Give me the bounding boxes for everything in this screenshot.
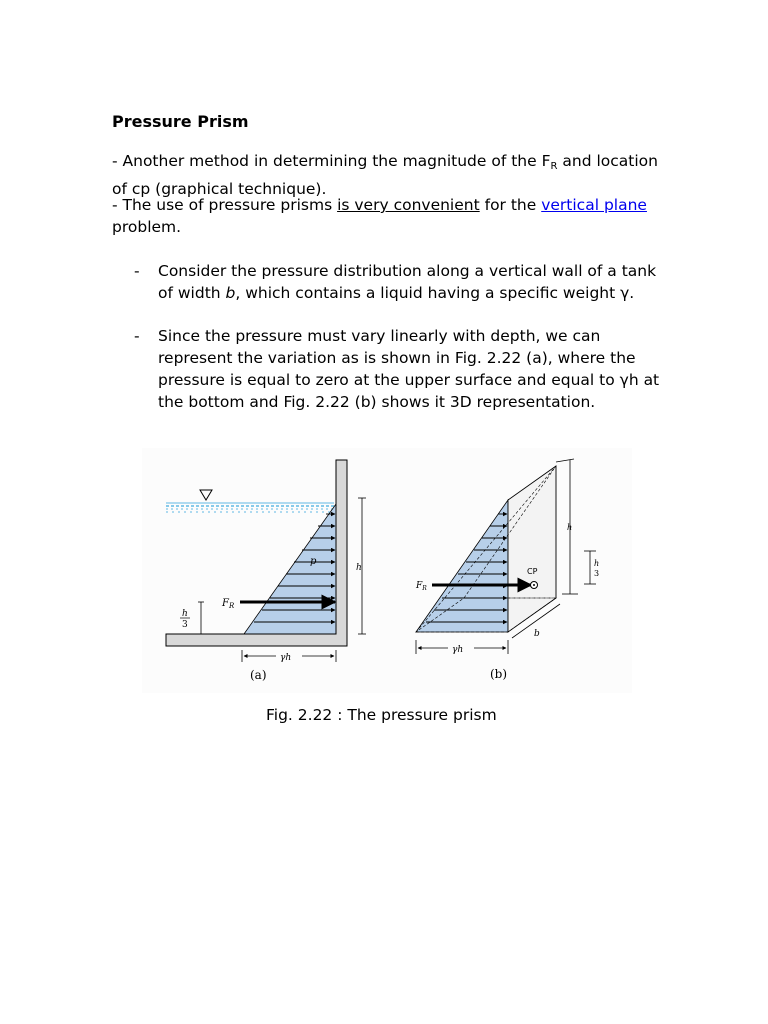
page-title: Pressure Prism: [112, 112, 249, 131]
figure-caption: Fig. 2.22 : The pressure prism: [266, 706, 497, 724]
bullet-text: [158, 260, 668, 304]
vertical-plane-link[interactable]: vertical plane: [541, 196, 647, 214]
underlined-phrase: is very convenient: [337, 196, 480, 214]
figure-a-label: (a): [250, 668, 267, 682]
prism-b-label: b: [534, 629, 540, 639]
prism-gamma-h-label: γh: [452, 645, 464, 655]
bullet-text: Since the pressure must vary linearly with depth, we can represent the variation as is shown in Fig. 2.22 (a), where the pressure is equal to zero at the upper surface and equal to γh at the bottom and Fig. 2.22 (b) shows it 3D representation.: [158, 327, 660, 411]
cp-label: CP: [527, 567, 538, 576]
h-third-den: 3: [182, 620, 188, 630]
paragraph-intro: [112, 150, 672, 200]
prism-h-label: h: [567, 523, 573, 532]
fr-subscript: R: [550, 161, 558, 172]
bullet-dash: -: [134, 327, 140, 345]
prism-h-third-num: h: [594, 559, 600, 568]
intro-text-b: and location of cp (graphical technique).: [112, 152, 658, 198]
width-symbol: b: [225, 284, 236, 302]
prism-h-third-den: 3: [594, 569, 600, 578]
bullet-1-text-b: , which contains a liquid having a specific weight γ.: [235, 284, 635, 302]
prism-fr-label: $F_R$: [416, 581, 427, 592]
fr-label: $F_R$: [222, 598, 235, 610]
h-label: h: [356, 563, 362, 573]
intro-text-a: - Another method in determining the magnitude of the F: [112, 152, 551, 170]
usage-text-a: - The use of pressure prisms: [112, 196, 338, 214]
p-label: p: [310, 556, 317, 567]
figure-background: [142, 448, 632, 693]
figure-b-label: (b): [490, 667, 508, 681]
usage-text-c: problem.: [112, 218, 182, 236]
bullet-dash: -: [134, 262, 140, 280]
pressure-prism-figure: [142, 448, 632, 693]
bullet-1-text-a: Consider the pressure distribution along a vertical wall of a tank of width: [158, 262, 657, 302]
paragraph-usage: [112, 194, 672, 238]
gamma-h-label: γh: [280, 653, 292, 663]
h-third-num: h: [182, 609, 188, 619]
usage-text-b: for the: [479, 196, 542, 214]
